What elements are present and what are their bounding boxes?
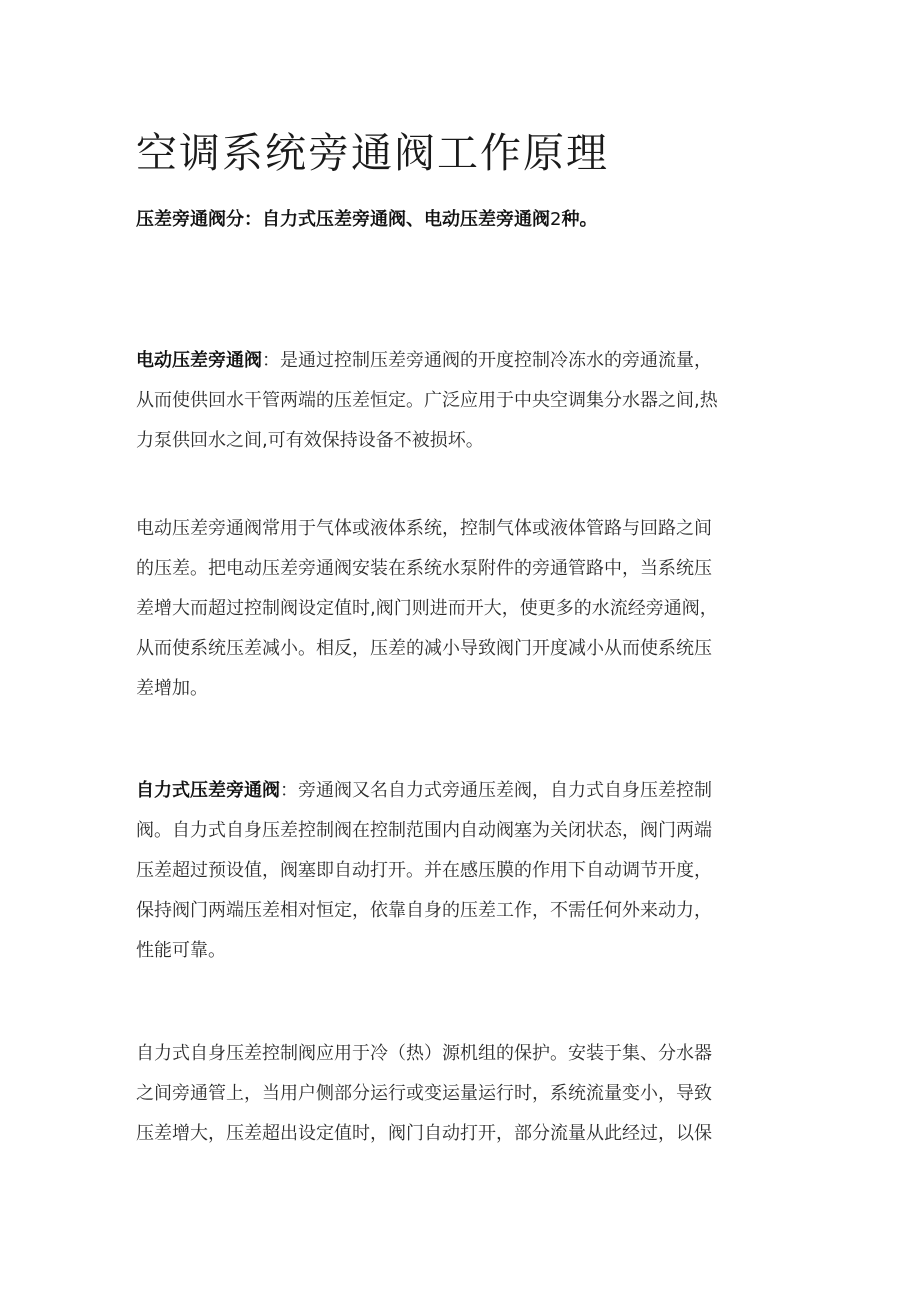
term-electric-bypass-valve: 电动压差旁通阀 (136, 350, 262, 371)
paragraph-line: 差增大而超过控制阀设定值时,阀门则进而开大，使更多的水流经旁通阀， (136, 598, 718, 619)
paragraph-line: 从而使供回水干管两端的压差恒定。广泛应用于中央空调集分水器之间,热 (136, 390, 718, 411)
term-self-operated-bypass-valve: 自力式压差旁通阀 (136, 780, 280, 801)
paragraph-line: 之间旁通管上，当用户侧部分运行或变运量运行时，系统流量变小，导致 (136, 1083, 712, 1104)
paragraph-line: 电动压差旁通阀常用于气体或液体系统，控制气体或液体管路与回路之间 (136, 518, 712, 539)
paragraph-line: 压差增大，压差超出设定值时，阀门自动打开，部分流量从此经过，以保 (136, 1123, 712, 1144)
document-title: 空调系统旁通阀工作原理 (136, 129, 609, 177)
paragraph-self-operated-valve-usage (136, 1034, 796, 1154)
subtitle-bold-text: 压差旁通阀分：自力式压差旁通阀、电动压差旁通阀 (136, 209, 550, 230)
line-text: ：旁通阀又名自力式旁通压差阀，自力式自身压差控制 (280, 780, 712, 801)
paragraph-line: 性能可靠。 (136, 940, 226, 961)
paragraph-line (136, 341, 796, 381)
paragraph-line (136, 771, 796, 811)
paragraph-line: 阀。自力式自身压差控制阀在控制范围内自动阀塞为关闭状态，阀门两端 (136, 820, 712, 841)
paragraph-line: 力泵供回水之间,可有效保持设备不被损坏。 (136, 430, 484, 451)
document-subtitle (136, 205, 597, 235)
paragraph-line: 自力式自身压差控制阀应用于冷（热）源机组的保护。安装于集、分水器 (136, 1043, 712, 1064)
paragraph-electric-valve-intro (136, 341, 796, 461)
paragraph-line: 压差超过预设值，阀塞即自动打开。并在感压膜的作用下自动调节开度， (136, 860, 712, 881)
line-text: ：是通过控制压差旁通阀的开度控制冷冻水的旁通流量， (262, 350, 712, 371)
paragraph-electric-valve-usage (136, 509, 796, 709)
paragraph-self-operated-valve-intro (136, 771, 796, 971)
subtitle-suffix: 种。 (561, 209, 598, 230)
paragraph-line: 差增加。 (136, 678, 208, 699)
paragraph-line: 保持阀门两端压差相对恒定，依靠自身的压差工作，不需任何外来动力， (136, 900, 712, 921)
paragraph-line: 从而使系统压差减小。相反，压差的减小导致阀门开度减小从而使系统压 (136, 638, 712, 659)
subtitle-number: 2 (550, 209, 562, 230)
paragraph-line: 的压差。把电动压差旁通阀安装在系统水泵附件的旁通管路中，当系统压 (136, 558, 712, 579)
